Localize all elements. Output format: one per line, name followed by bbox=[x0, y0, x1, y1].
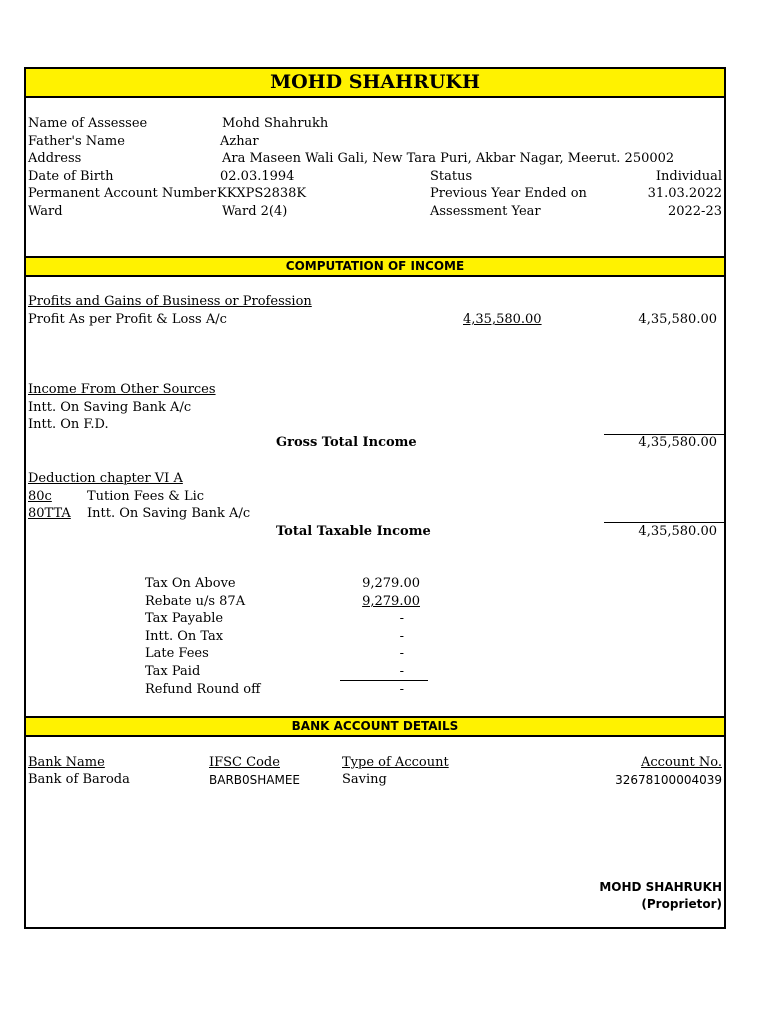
bank-heading: BANK ACCOUNT DETAILS bbox=[291, 719, 459, 733]
profit-label: Profit As per Profit & Loss A/c bbox=[28, 312, 227, 327]
status-label: Status bbox=[430, 169, 473, 184]
ward-label: Ward bbox=[28, 204, 63, 219]
assessment-year-label: Assessment Year bbox=[430, 204, 541, 219]
ded-80tta-code: 80TTA bbox=[28, 506, 71, 521]
tax-paid-rule bbox=[340, 680, 428, 681]
signature-role: (Proprietor) bbox=[641, 897, 722, 911]
pan-label: Permanent Account Number bbox=[28, 186, 217, 201]
tti-label: Total Taxable Income bbox=[276, 524, 431, 539]
father-name-value: Azhar bbox=[220, 134, 259, 149]
tax-on-above-label: Tax On Above bbox=[145, 576, 236, 591]
ded-80tta-label: Intt. On Saving Bank A/c bbox=[87, 506, 251, 521]
gti-value: 4,35,580.00 bbox=[638, 435, 717, 450]
dob-value: 02.03.1994 bbox=[220, 169, 295, 184]
assessee-name-label: Name of Assessee bbox=[28, 116, 148, 131]
profit-value: 4,35,580.00 bbox=[463, 312, 542, 327]
assessee-name-value: Mohd Shahrukh bbox=[222, 116, 329, 131]
profit-total: 4,35,580.00 bbox=[638, 312, 717, 327]
late-fees-label: Late Fees bbox=[145, 646, 209, 661]
ifsc-header: IFSC Code bbox=[209, 755, 280, 770]
ward-value: Ward 2(4) bbox=[222, 204, 288, 219]
account-type-header: Type of Account bbox=[342, 755, 449, 770]
computation-heading: COMPUTATION OF INCOME bbox=[285, 259, 465, 273]
rebate-label: Rebate u/s 87A bbox=[145, 594, 246, 609]
tax-paid-value: - bbox=[399, 664, 404, 679]
title-band bbox=[26, 69, 724, 98]
father-name-label: Father's Name bbox=[28, 134, 125, 149]
pan-value: KKXPS2838K bbox=[217, 186, 307, 201]
tti-value: 4,35,580.00 bbox=[638, 524, 717, 539]
ifsc-value: BARB0SHAMEE bbox=[209, 773, 301, 787]
interest-on-tax-value: - bbox=[399, 629, 404, 644]
saving-interest-label: Intt. On Saving Bank A/c bbox=[28, 400, 192, 415]
computation-band bbox=[26, 256, 724, 277]
tax-payable-label: Tax Payable bbox=[145, 611, 224, 626]
bank-name-header: Bank Name bbox=[28, 755, 105, 770]
gti-label: Gross Total Income bbox=[276, 435, 417, 450]
prev-year-label: Previous Year Ended on bbox=[430, 186, 587, 201]
assessment-year-value: 2022-23 bbox=[667, 204, 722, 219]
status-value: Individual bbox=[655, 169, 722, 184]
address-label: Address bbox=[28, 151, 82, 166]
computation-sheet bbox=[24, 67, 726, 929]
other-sources-heading: Income From Other Sources bbox=[28, 382, 216, 397]
tti-rule bbox=[604, 522, 726, 523]
tax-payable-value: - bbox=[399, 611, 404, 626]
fd-interest-label: Intt. On F.D. bbox=[28, 417, 109, 432]
refund-label: Refund Round off bbox=[145, 682, 261, 697]
prev-year-value: 31.03.2022 bbox=[647, 186, 722, 201]
deduction-heading: Deduction chapter VI A bbox=[28, 471, 183, 486]
address-value: Ara Maseen Wali Gali, New Tara Puri, Akbar Nagar, Meerut. 250002 bbox=[222, 151, 675, 166]
bank-name-value: Bank of Baroda bbox=[28, 772, 130, 787]
account-no-value: 32678100004039 bbox=[615, 773, 722, 787]
account-no-header: Account No. bbox=[641, 755, 722, 770]
refund-value: - bbox=[399, 682, 404, 697]
ded-80c-code: 80c bbox=[28, 489, 52, 504]
rebate-value: 9,279.00 bbox=[362, 594, 420, 609]
interest-on-tax-label: Intt. On Tax bbox=[145, 629, 224, 644]
signature-name: MOHD SHAHRUKH bbox=[599, 880, 722, 894]
page-title: MOHD SHAHRUKH bbox=[270, 71, 480, 93]
dob-label: Date of Birth bbox=[28, 169, 114, 184]
late-fees-value: - bbox=[399, 646, 404, 661]
account-type-value: Saving bbox=[342, 772, 387, 787]
tax-on-above-value: 9,279.00 bbox=[362, 576, 420, 591]
ded-80c-label: Tution Fees & Lic bbox=[87, 489, 205, 504]
business-heading: Profits and Gains of Business or Profession bbox=[28, 294, 312, 309]
bank-band bbox=[26, 716, 724, 737]
tax-paid-label: Tax Paid bbox=[145, 664, 201, 679]
